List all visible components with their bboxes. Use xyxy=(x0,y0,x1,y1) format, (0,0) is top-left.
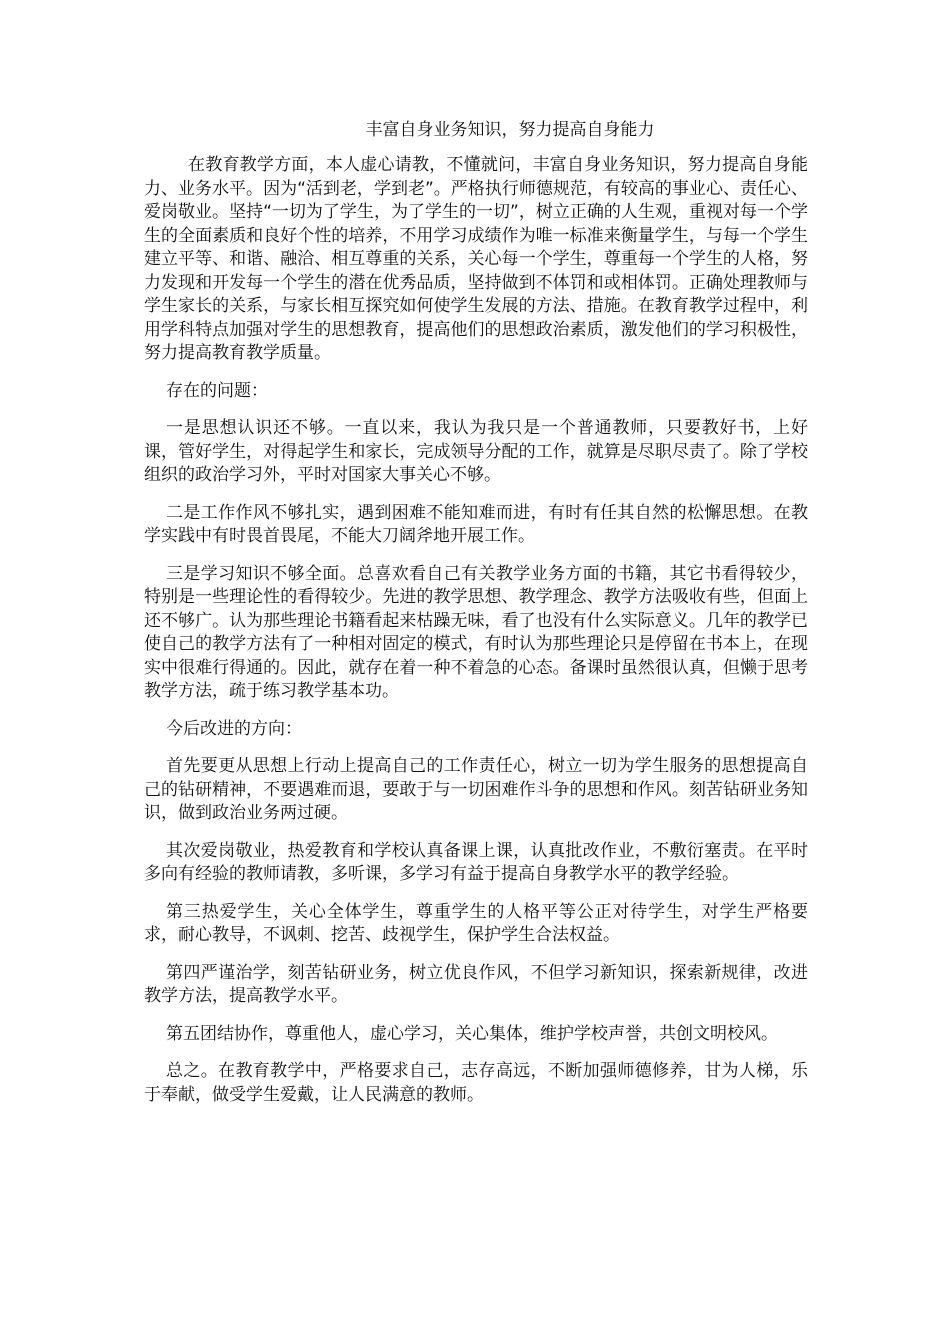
section-heading-improvements: 今后改进的方向： xyxy=(166,718,302,739)
paragraph-intro: 在教育教学方面，本人虚心请教，不懂就问，丰富自身业务知识，努力提高自身能力、业务水平。因为“活到老，学到老”。严格执行师德规范，有较高的事业心、责任心、爱岗敬业。坚持“一切为了学生，为了学生的一切”，树立正确的人生观，重视对每一个学生的全面素质和良好个性的培养，不用学习成绩作为唯一标准来衡量学生，与每一个学生建立平等、和谐、融洽、相互尊重的关系，关心每一个学生，尊重每一个学生的人格，努力发现和开发每一个学生的潜在优秀品质，坚持做到不体罚和或相体罚。正确处理教师与学生家长的关系，与家长相互探究如何使学生发展的方法、措施。在教育教学过程中，利用学科特点加强对学生的思想教育，提高他们的思想政治素质，激发他们的学习积极性，努力提高教育教学质量。 xyxy=(144,155,808,363)
document-page xyxy=(144,0,808,1107)
paragraph-improvement-3: 第三热爱学生，关心全体学生，尊重学生的人格平等公正对待学生，对学生严格要求，耐心教导，不讽刺、挖苦、歧视学生，保护学生合法权益。 xyxy=(144,901,808,945)
paragraph-improvement-1: 首先要更从思想上行动上提高自己的工作责任心，树立一切为学生服务的思想提高自己的钻研精神，不要遇难而退，要敢于与一切困难作斗争的思想和作风。刻苦钻研业务知识，做到政治业务两过硬。 xyxy=(144,756,808,823)
paragraph-conclusion: 总之。在教育教学中，严格要求自己，志存高远，不断加强师德修养，甘为人梯，乐于奉献，做受学生爱戴，让人民满意的教师。 xyxy=(144,1061,808,1105)
paragraph-improvement-4: 第四严谨治学，刻苦钻研业务，树立优良作风，不但学习新知识，探索新规律，改进教学方法，提高教学水平。 xyxy=(144,962,808,1006)
paragraph-problem-1: 一是思想认识还不够。一直以来，我认为我只是一个普通教师，只要教好书，上好课，管好学生，对得起学生和家长，完成领导分配的工作，就算是尽职尽责了。除了学校组织的政治学习外，平时对国家大事关心不够。 xyxy=(144,418,808,485)
document-title: 丰富自身业务知识，努力提高自身能力 xyxy=(365,120,655,140)
paragraph-improvement-2: 其次爱岗敬业，热爱教育和学校认真备课上课，认真批改作业，不敷衍塞责。在平时多向有经验的教师请教，多听课，多学习有益于提高自身教学水平的教学经验。 xyxy=(144,840,808,884)
paragraph-improvement-5: 第五团结协作，尊重他人，虚心学习，关心集体，维护学校声誉，共创文明校风。 xyxy=(166,1023,778,1044)
section-heading-problems: 存在的问题： xyxy=(166,380,268,401)
paragraph-problem-2: 二是工作作风不够扎实，遇到困难不能知难而进，有时有任其自然的松懈思想。在教学实践中有时畏首畏尾，不能大刀阔斧地开展工作。 xyxy=(144,502,808,546)
paragraph-problem-3: 三是学习知识不够全面。总喜欢看自己有关教学业务方面的书籍，其它书看得较少，特别是一些理论性的看得较少。先进的教学思想、教学理念、教学方法吸收有些，但面上还不够广。认为那些理论书籍看起来枯躁无味，看了也没有什么实际意义。几年的教学已使自己的教学方法有了一种相对固定的模式，有时认为那些理论只是停留在书本上，在现实中很难行得通的。因此，就存在着一种不着急的心态。备课时虽然很认真，但懒于思考教学方法，疏于练习教学基本功。 xyxy=(144,563,808,701)
